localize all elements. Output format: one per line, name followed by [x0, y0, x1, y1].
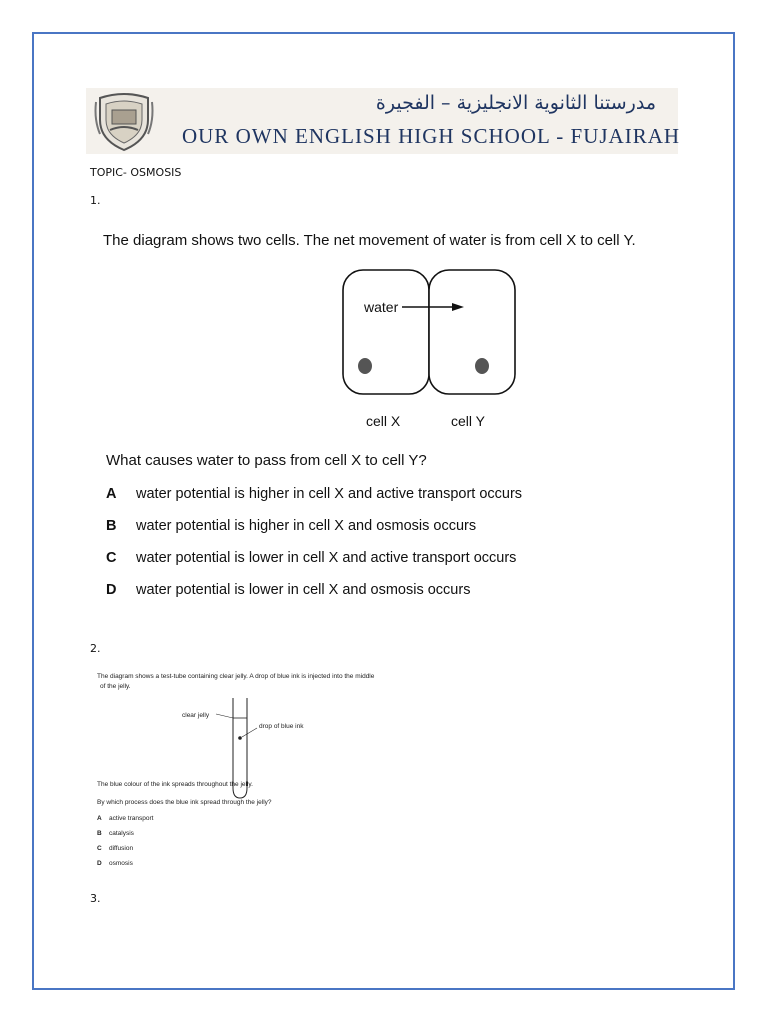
cell-y-nucleus [475, 358, 489, 374]
school-crest-icon [92, 90, 156, 152]
ink-pointer [242, 728, 257, 737]
option-letter: D [106, 582, 117, 598]
question-2-text: By which process does the blue ink spread through the jelly? [97, 799, 272, 806]
clear-jelly-label: clear jelly [182, 712, 210, 719]
question-2-stem-line-1: The diagram shows a test-tube containing clear jelly. A drop of blue ink is injected into the middle [97, 673, 375, 680]
cell-y-shape [429, 270, 515, 394]
option-text: active transport [109, 815, 154, 822]
question-2-statement: The blue colour of the ink spreads throughout the jelly. [97, 781, 253, 788]
option-text: water potential is higher in cell X and osmosis occurs [136, 518, 477, 534]
cell-x-nucleus [358, 358, 372, 374]
option-text: water potential is higher in cell X and active transport occurs [136, 486, 523, 502]
question-1-option-b [106, 518, 476, 534]
option-letter: B [106, 518, 117, 534]
question-2-option-d [97, 860, 133, 867]
ink-label: drop of blue ink [259, 723, 304, 730]
two-cells-diagram [330, 268, 530, 438]
option-text: catalysis [109, 830, 134, 837]
option-text: water potential is lower in cell X and osmosis occurs [136, 582, 471, 598]
option-text: osmosis [109, 860, 133, 867]
option-letter: C [97, 845, 102, 852]
ink-drop [238, 736, 242, 740]
cell-x-label: cell X [366, 413, 401, 429]
question-2-option-c [97, 845, 133, 852]
question-2-image [91, 668, 423, 880]
cell-y-label: cell Y [451, 413, 485, 429]
question-1-number: 1. [90, 194, 101, 207]
question-1-option-c [106, 550, 516, 566]
school-name-english: OUR OWN ENGLISH HIGH SCHOOL - FUJAIRAH [182, 124, 681, 148]
question-3-number: 3. [90, 892, 101, 905]
clear-jelly-pointer [216, 714, 233, 718]
water-label: water [364, 299, 399, 315]
question-1-option-a [106, 486, 522, 502]
question-2-option-b [97, 830, 134, 837]
topic-heading: TOPIC- OSMOSIS [90, 166, 182, 179]
option-letter: C [106, 550, 117, 566]
school-header [86, 88, 681, 154]
question-1-text: What causes water to pass from cell X to cell Y? [106, 452, 427, 469]
question-2-option-a [97, 815, 153, 822]
option-letter: A [97, 815, 102, 822]
question-2-number: 2. [90, 642, 101, 655]
option-letter: A [106, 486, 117, 502]
question-2-stem-line-2: of the jelly. [100, 683, 131, 690]
cell-x-shape [343, 270, 429, 394]
option-text: diffusion [109, 845, 134, 852]
option-text: water potential is lower in cell X and active transport occurs [136, 550, 517, 566]
question-1-stem: The diagram shows two cells. The net movement of water is from cell X to cell Y. [103, 232, 636, 249]
option-letter: B [97, 830, 102, 837]
option-letter: D [97, 860, 102, 867]
school-name-arabic: مدرستنا الثانوية الانجليزية – الفجيرة [375, 92, 656, 114]
question-1-option-d [106, 582, 470, 598]
